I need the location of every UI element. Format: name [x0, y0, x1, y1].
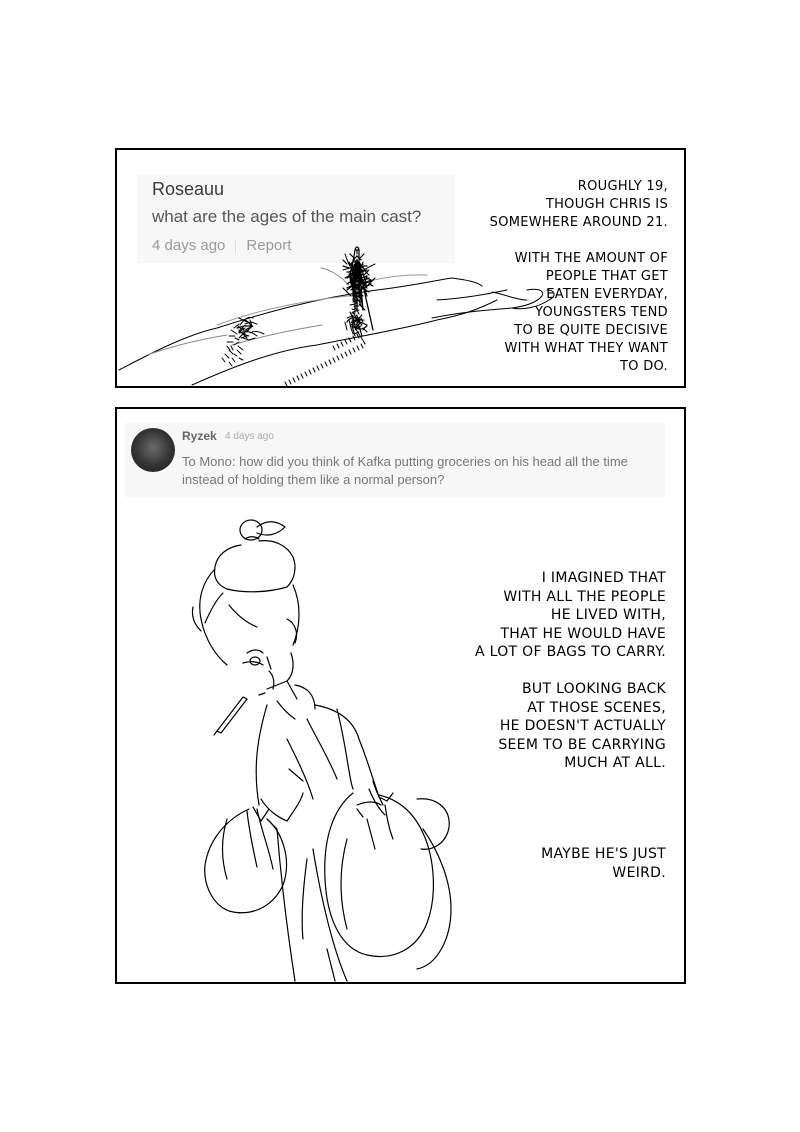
caption-line: TO BE QUITE DECISIVE	[514, 323, 668, 338]
comic-panel-1	[115, 148, 686, 388]
comment-time: 4 days ago	[152, 237, 226, 254]
caption-line: ROUGHLY 19,	[577, 179, 668, 194]
comic-panel-2	[115, 407, 686, 984]
caption-line: WEIRD.	[612, 864, 666, 881]
caption-line: AT THOSE SCENES,	[527, 699, 666, 716]
caption-line: YOUNGSTERS TEND	[535, 305, 668, 320]
caption-line: SEEM TO BE CARRYING	[498, 736, 666, 753]
caption-line: EATEN EVERYDAY,	[546, 287, 668, 302]
caption-line: I IMAGINED THAT	[541, 570, 666, 586]
caption-line: BUT LOOKING BACK	[522, 680, 666, 697]
caption-line: WITH WHAT THEY WANT	[504, 341, 668, 356]
report-link: Report	[246, 237, 292, 254]
caption-line: TO DO.	[620, 359, 668, 374]
comment-text: To Mono: how did you think of Kafka putting groceries on his head all the time instead of holding them like a normal person?	[182, 454, 628, 487]
caption-panel-1	[490, 178, 668, 376]
caption-line: THAT HE WOULD HAVE	[500, 625, 666, 642]
caption-line: WITH THE AMOUNT OF	[514, 251, 668, 266]
caption-line: HE LIVED WITH,	[550, 607, 666, 624]
caption-line: PEOPLE THAT GET	[545, 269, 668, 284]
caption-line: THOUGH CHRIS IS	[545, 197, 668, 212]
caption-line: MAYBE HE'S JUST	[541, 845, 666, 862]
comment-text: what are the ages of the main cast?	[152, 207, 422, 226]
caption-line: MUCH AT ALL.	[564, 755, 666, 772]
comment-username: Ryzek	[182, 429, 217, 443]
caption-line: WITH ALL THE PEOPLE	[503, 588, 666, 605]
caption-panel-2	[475, 569, 666, 882]
comment-time: 4 days ago	[225, 431, 274, 442]
caption-line: HE DOESN'T ACTUALLY	[499, 718, 666, 735]
comment-username: Roseauu	[152, 179, 225, 199]
caption-line: A LOT OF BAGS TO CARRY.	[475, 644, 666, 661]
caption-line: SOMEWHERE AROUND 21.	[489, 215, 668, 230]
